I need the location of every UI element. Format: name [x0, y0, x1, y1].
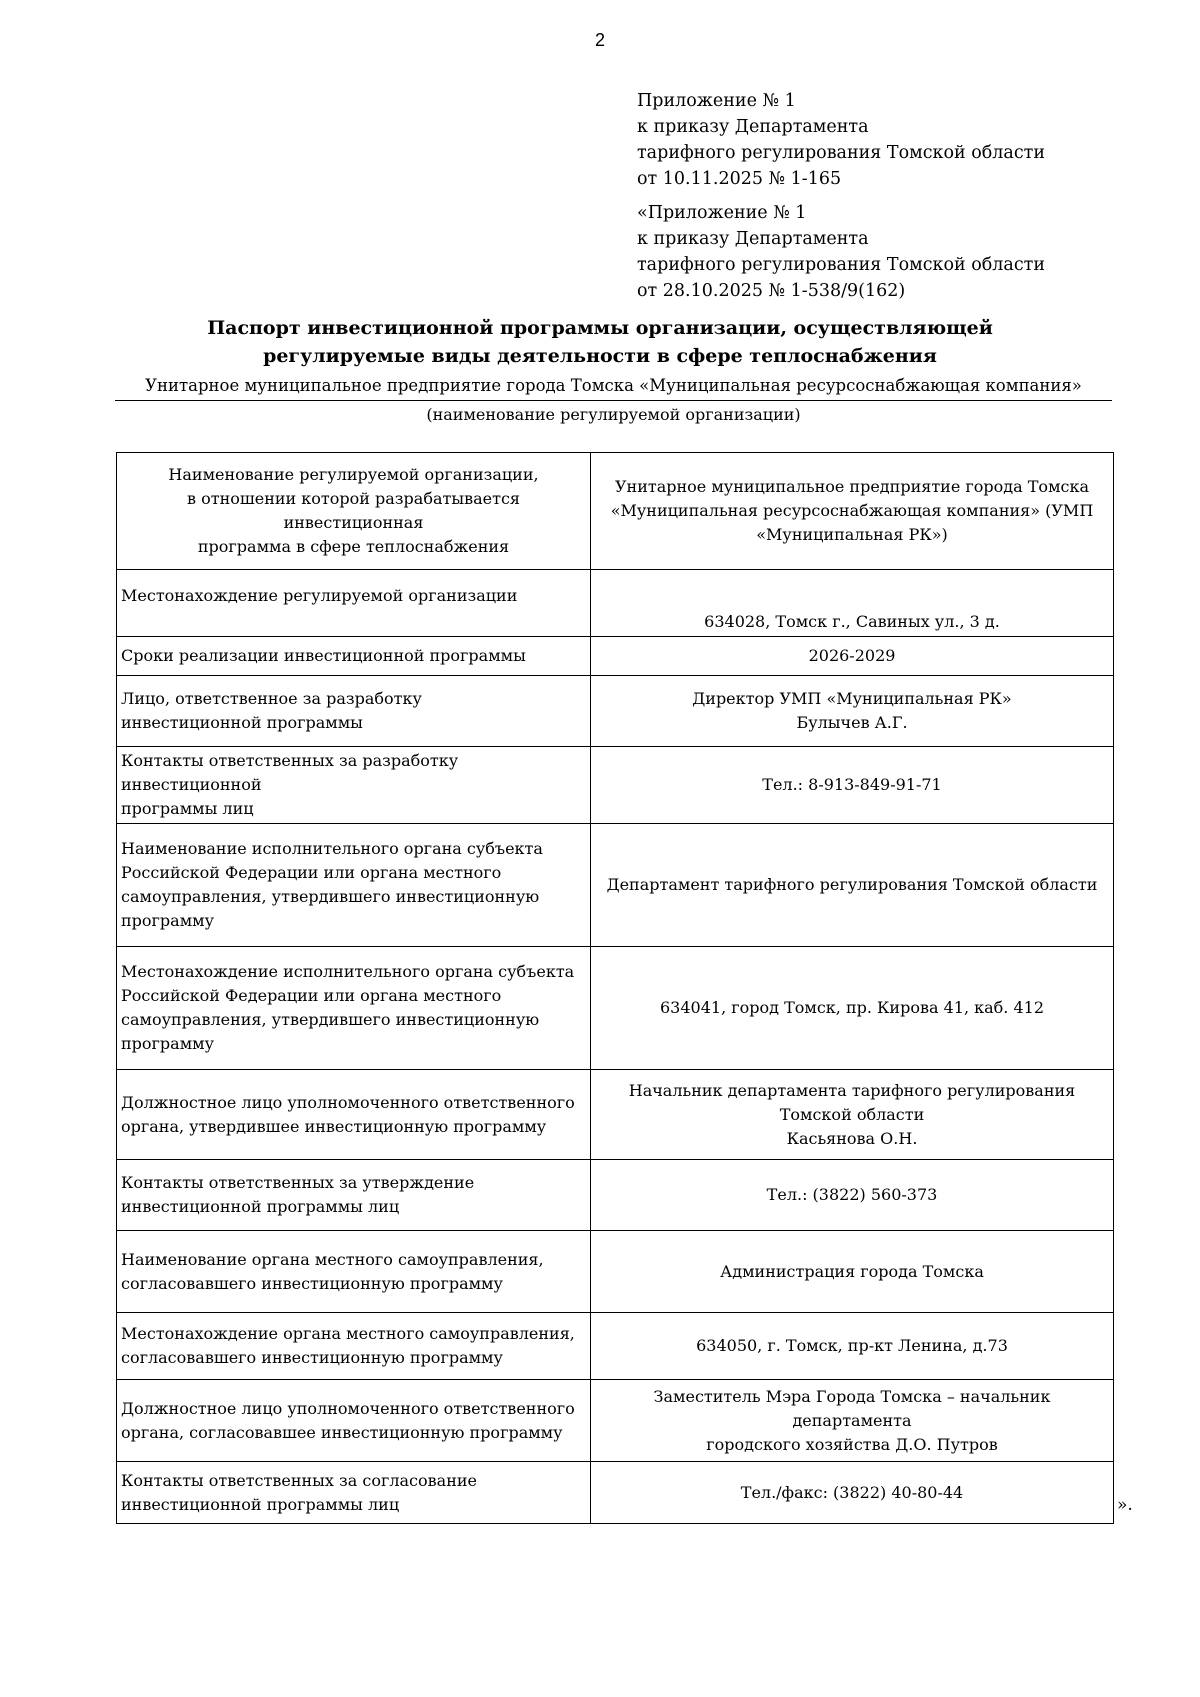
row-value-cell — [591, 1462, 1114, 1524]
row-label-line: инвестиционной программы лиц — [121, 1197, 400, 1216]
appendix-line: тарифного регулирования Томской области — [637, 143, 1045, 163]
row-label-line: Наименование регулируемой организации, — [168, 465, 539, 484]
row-label-line: Российской Федерации или органа местного — [121, 863, 502, 882]
row-label-line: Сроки реализации инвестиционной программы — [121, 646, 526, 665]
table-row — [117, 824, 1114, 947]
row-label-line: программы лиц — [121, 799, 254, 818]
table-row — [117, 1380, 1114, 1462]
row-value-line: Булычев А.Г. — [796, 713, 908, 732]
row-value-cell — [591, 1313, 1114, 1380]
organization-name: Унитарное муниципальное предприятие города Томска «Муниципальная ресурсоснабжающая компания» — [145, 376, 1082, 395]
page-number: 2 — [594, 30, 605, 50]
row-label-line: инвестиционной программы лиц — [121, 1494, 400, 1514]
row-label-cell — [117, 1462, 591, 1524]
organization-caption: (наименование регулируемой организации) — [426, 405, 801, 424]
row-label-line: органа, утвердившее инвестиционную программу — [121, 1116, 547, 1136]
row-label-line: Российской Федерации или органа местного — [121, 986, 502, 1005]
table-row — [117, 1231, 1114, 1313]
row-label-line: органа, согласовавшее инвестиционную программу — [121, 1422, 563, 1442]
row-value-cell — [591, 1160, 1114, 1231]
row-label-cell — [117, 637, 591, 676]
row-value-cell — [591, 1231, 1114, 1313]
row-label-cell — [117, 824, 591, 947]
appendix-line: Приложение № 1 — [637, 91, 796, 111]
row-label-cell — [117, 947, 591, 1070]
row-label-line: Лицо, ответственное за разработку — [121, 689, 422, 708]
row-label-line: согласовавшего инвестиционную программу — [121, 1348, 503, 1367]
row-label-line: Местонахождение регулируемой организации — [121, 586, 518, 605]
row-value-line: Тел./факс: (3822) 40-80-44 — [740, 1482, 964, 1502]
row-label-cell — [117, 1231, 591, 1313]
appendix-line: от 28.10.2025 № 1-538/9(162) — [637, 281, 906, 301]
row-value-line: Тел.: 8-913-849-91-71 — [762, 775, 942, 794]
row-label-cell — [117, 453, 591, 570]
row-value-line: Начальник департамента тарифного регулирования — [628, 1080, 1076, 1100]
row-label-line: программу — [121, 1034, 215, 1053]
row-value-line: Тел.: (3822) 560-373 — [766, 1185, 938, 1204]
row-label-line: Наименование органа местного самоуправления, — [121, 1249, 544, 1269]
row-value-line: Касьянова О.Н. — [786, 1128, 918, 1148]
row-label-cell — [117, 1313, 591, 1380]
table-row — [117, 947, 1114, 1070]
row-value-line: Департамент тарифного регулирования Томской области — [606, 875, 1098, 894]
appendix-line: к приказу Департамента — [637, 117, 869, 137]
row-value-line: «Муниципальная РК») — [756, 525, 948, 544]
row-value-cell — [591, 947, 1114, 1070]
table-row — [117, 747, 1114, 824]
closing-quote: ». — [1117, 1495, 1133, 1515]
row-label-cell — [117, 1070, 591, 1160]
row-label-line: программу — [121, 911, 215, 930]
row-value-line: 2026-2029 — [808, 646, 896, 665]
appendix-line: к приказу Департамента — [637, 229, 869, 249]
row-value-line: Унитарное муниципальное предприятие города Томска — [614, 477, 1090, 496]
document-title — [0, 314, 1200, 370]
row-value-line: 634050, г. Томск, пр-кт Ленина, д.73 — [696, 1336, 1008, 1355]
row-label-line: Должностное лицо уполномоченного ответственного — [121, 1398, 575, 1418]
row-label-cell — [117, 570, 591, 637]
table-row — [117, 1313, 1114, 1380]
row-label-line: согласовавшего инвестиционную программу — [121, 1273, 503, 1293]
row-label-line: Должностное лицо уполномоченного ответственного — [121, 1092, 575, 1112]
table-row — [117, 637, 1114, 676]
row-value-cell — [591, 747, 1114, 824]
row-value-line: городского хозяйства Д.О. Путров — [706, 1434, 998, 1454]
table-row — [117, 1462, 1114, 1524]
organization-underline — [115, 400, 1112, 401]
row-label-line: самоуправления, утвердившего инвестиционную — [121, 1010, 540, 1029]
title-line: Паспорт инвестиционной программы организации, осуществляющей — [207, 317, 993, 339]
row-label-cell — [117, 1160, 591, 1231]
row-value-line: 634041, город Томск, пр. Кирова 41, каб. 412 — [659, 998, 1044, 1017]
appendix-line: тарифного регулирования Томской области — [637, 255, 1045, 275]
row-value-cell — [591, 676, 1114, 747]
table-row — [117, 676, 1114, 747]
row-label-cell — [117, 747, 591, 824]
row-value-cell — [591, 570, 1114, 637]
row-label-line: Контакты ответственных за утверждение — [121, 1173, 475, 1192]
appendix-line: от 10.11.2025 № 1-165 — [637, 169, 842, 189]
row-label-line: в отношении которой разрабатывается инвестиционная — [186, 489, 520, 532]
table-row — [117, 453, 1114, 570]
row-value-line: «Муниципальная ресурсоснабжающая компания» (УМП — [610, 501, 1094, 520]
row-value-cell — [591, 453, 1114, 570]
row-label-line: инвестиционной программы — [121, 713, 363, 732]
row-value-cell — [591, 1070, 1114, 1160]
row-label-line: Контакты ответственных за разработку инвестиционной — [121, 751, 459, 794]
table-row — [117, 1070, 1114, 1160]
row-value-cell — [591, 637, 1114, 676]
row-label-line: самоуправления, утвердившего инвестиционную — [121, 887, 540, 906]
row-label-cell — [117, 676, 591, 747]
passport-table — [116, 452, 1114, 1524]
row-value-line: Администрация города Томска — [720, 1261, 984, 1281]
row-label-cell — [117, 1380, 591, 1462]
row-label-line: Местонахождение органа местного самоуправления, — [121, 1324, 575, 1343]
table-row — [117, 1160, 1114, 1231]
row-value-line: Томской области — [779, 1104, 925, 1124]
title-line: регулируемые виды деятельности в сфере теплоснабжения — [263, 345, 937, 367]
row-value-line: 634028, Томск г., Савиных ул., 3 д. — [704, 612, 1000, 631]
row-label-line: программа в сфере теплоснабжения — [197, 537, 510, 556]
row-value-cell — [591, 824, 1114, 947]
row-value-line: Директор УМП «Муниципальная РК» — [692, 689, 1012, 708]
row-label-line: Местонахождение исполнительного органа субъекта — [121, 962, 575, 981]
appendix-current-reference — [637, 88, 1107, 192]
row-label-line: Наименование исполнительного органа субъекта — [121, 839, 543, 858]
row-label-line: Контакты ответственных за согласование — [121, 1470, 477, 1490]
row-value-cell — [591, 1380, 1114, 1462]
table-row — [117, 570, 1114, 637]
passport-table-body — [117, 453, 1114, 1524]
row-value-line: Заместитель Мэра Города Томска – начальник департамента — [653, 1386, 1051, 1430]
appendix-line: «Приложение № 1 — [637, 203, 807, 223]
appendix-previous-reference — [637, 200, 1107, 304]
